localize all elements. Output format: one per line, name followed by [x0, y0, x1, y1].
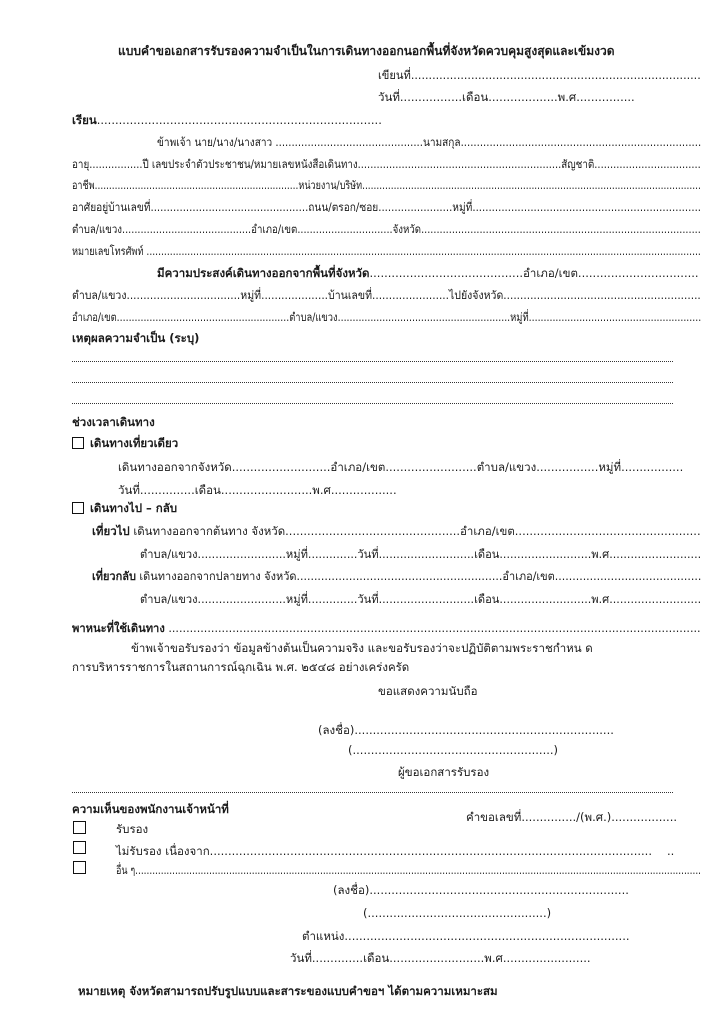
approve-label: รับรอง	[116, 822, 149, 836]
go-trip-row	[92, 523, 701, 539]
reason-line-3[interactable]	[72, 403, 673, 404]
salutation-field[interactable]: ..............................................................................	[96, 113, 382, 127]
vehicle-label: พาหนะที่ใช้เดินทาง	[72, 621, 165, 635]
vehicle-row	[72, 620, 701, 636]
purpose-origin-detail-field[interactable]: ตำบล/แขวง..................................หมู่ที่....................บ้านเลขที่.......................ไปยังจังหวัด...........................................................	[72, 288, 701, 302]
oneway-checkbox[interactable]	[72, 437, 84, 449]
oneway-origin-field[interactable]: เดินทางออกจากจังหวัด...........................อำเภอ/เขต.........................ตำบล/แขวง.................หมู่ที่.................	[118, 460, 684, 474]
purpose-heading: มีความประสงค์เดินทางออกจากพื้นที่จังหวัด	[157, 266, 370, 280]
applicant-phone-field[interactable]: หมายเลขโทรศัพท์ ..............................................................................................................................................................................................	[72, 244, 701, 258]
reject-reason-field[interactable]: ไม่รับรอง เนื่องจาก.........................................................................................................................	[116, 844, 652, 858]
travel-period-heading: ช่วงเวลาเดินทาง	[72, 415, 155, 429]
purpose-row	[157, 265, 699, 281]
officer-signature-field[interactable]: (ลงชื่อ).......................................................................	[333, 883, 629, 897]
roundtrip-label: เดินทางไป – กลับ	[90, 501, 178, 515]
roundtrip-checkbox[interactable]	[72, 502, 84, 514]
go-trip-origin-field[interactable]: เดินทางออกจากต้นทาง จังหวัด................................................อำเภอ/เขต...................................................	[129, 524, 701, 538]
applicant-address-field[interactable]: อาศัยอยู่บ้านเลขที่.................................................ถนน/ตรอก/ซอย.......................หมู่ที่.......................................................................	[72, 200, 702, 214]
vehicle-field[interactable]: ......................................................................................................................................................	[164, 621, 701, 635]
written-at-field[interactable]: เขียนที่..................................................................................	[378, 68, 701, 82]
approve-checkbox[interactable]	[73, 821, 86, 834]
section-divider	[72, 792, 673, 793]
reason-line-2[interactable]	[72, 382, 673, 383]
salutation-label: เรียน	[72, 113, 97, 127]
oneway-option[interactable]	[72, 435, 178, 451]
closing-text: ขอแสดงความนับถือ	[378, 684, 478, 698]
officer-date-field[interactable]: วันที่..............เดือน..........................พ.ศ........................	[290, 951, 591, 965]
applicant-printed-name-field[interactable]: (.......................................................)	[348, 743, 559, 757]
applicant-district-field[interactable]: ตำบล/แขวง..........................................อำเภอ/เขต...............................จังหวัด...........................................................................................	[72, 222, 701, 236]
header-date-field[interactable]: วันที่.................เดือน...................พ.ศ................	[378, 90, 635, 104]
applicant-age-id-field[interactable]: อายุ.................ปี เลขประจำตัวประชาชน/หมายเลขหนังสือเดินทาง.................................................................สัญชาติ..................................	[72, 157, 701, 171]
other-reason-field[interactable]: อื่น ๆ.......................................................................................................................................................................................................	[116, 863, 702, 877]
return-trip-label: เที่ยวกลับ	[92, 569, 136, 583]
officer-position-field[interactable]: ตำแหน่ง..............................................................................	[302, 929, 630, 943]
go-trip-date-field[interactable]: ตำบล/แขวง.........................หมู่ที่..............วันที่...........................เดือน..........................พ.ศ..........................	[140, 547, 702, 561]
reason-heading: เหตุผลความจำเป็น (ระบุ)	[72, 331, 200, 345]
applicant-occupation-field[interactable]: อาชีพ.......................................................................หน่วยงาน/บริษัท......................................................................................................................	[72, 178, 701, 192]
oneway-date-field[interactable]: วันที่...............เดือน.........................พ.ศ..................	[118, 483, 397, 497]
reject-reason-tail: ..	[667, 844, 675, 858]
form-title: แบบคำขอเอกสารรับรองความจำเป็นในการเดินทางออกนอกพื้นที่จังหวัดควบคุมสูงสุดและเข้มงวด	[118, 44, 615, 58]
applicant-signature-field[interactable]: (ลงชื่อ).......................................................................	[318, 723, 614, 737]
purpose-destination-field[interactable]: อำเภอ/เขต..........................................................ตำบล/แขวง..........................................................หมู่ที่..........................................................	[72, 310, 702, 324]
return-trip-origin-field[interactable]: เดินทางออกจากปลายทาง จังหวัด...........................................................อำเภอ/เขต..........................................	[135, 569, 702, 583]
return-trip-date-field[interactable]: ตำบล/แขวง.........................หมู่ที่..............วันที่...........................เดือน..........................พ.ศ..........................	[140, 592, 702, 606]
purpose-origin-field[interactable]: ..........................................อำเภอ/เขต.................................	[369, 266, 699, 280]
officer-heading: ความเห็นของพนักงานเจ้าหน้าที่	[72, 802, 229, 816]
reason-line-1[interactable]	[72, 361, 673, 362]
return-trip-row	[92, 568, 701, 584]
officer-printed-name-field[interactable]: (.................................................)	[363, 906, 552, 920]
request-number-field[interactable]: คำขอเลขที่.............../(พ.ศ.)..................	[466, 810, 678, 824]
roundtrip-option[interactable]	[72, 500, 177, 516]
applicant-name-field[interactable]: ข้าพเจ้า นาย/นาง/นางสาว ..............................................นามสกุล...........................................................................	[157, 135, 702, 149]
declaration-line-1: ข้าพเจ้าขอรับรองว่า ข้อมูลข้างต้นเป็นความจริง และขอรับรองว่าจะปฏิบัติตามพระราชกำหน ด	[131, 641, 593, 655]
other-checkbox[interactable]	[73, 861, 86, 874]
go-trip-label: เที่ยวไป	[92, 524, 130, 538]
oneway-label: เดินทางเที่ยวเดียว	[90, 436, 179, 450]
applicant-role-label: ผู้ขอเอกสารรับรอง	[398, 765, 490, 779]
declaration-line-2: การบริหารราชการในสถานการณ์ฉุกเฉิน พ.ศ. ๒๕๔๘ อย่างเคร่งครัด	[72, 660, 410, 674]
salutation-row	[72, 112, 382, 128]
footnote: หมายเหตุ จังหวัดสามารถปรับรูปแบบและสาระของแบบคำขอฯ ได้ตามความเหมาะสม	[78, 984, 498, 998]
reject-checkbox[interactable]	[73, 841, 86, 854]
